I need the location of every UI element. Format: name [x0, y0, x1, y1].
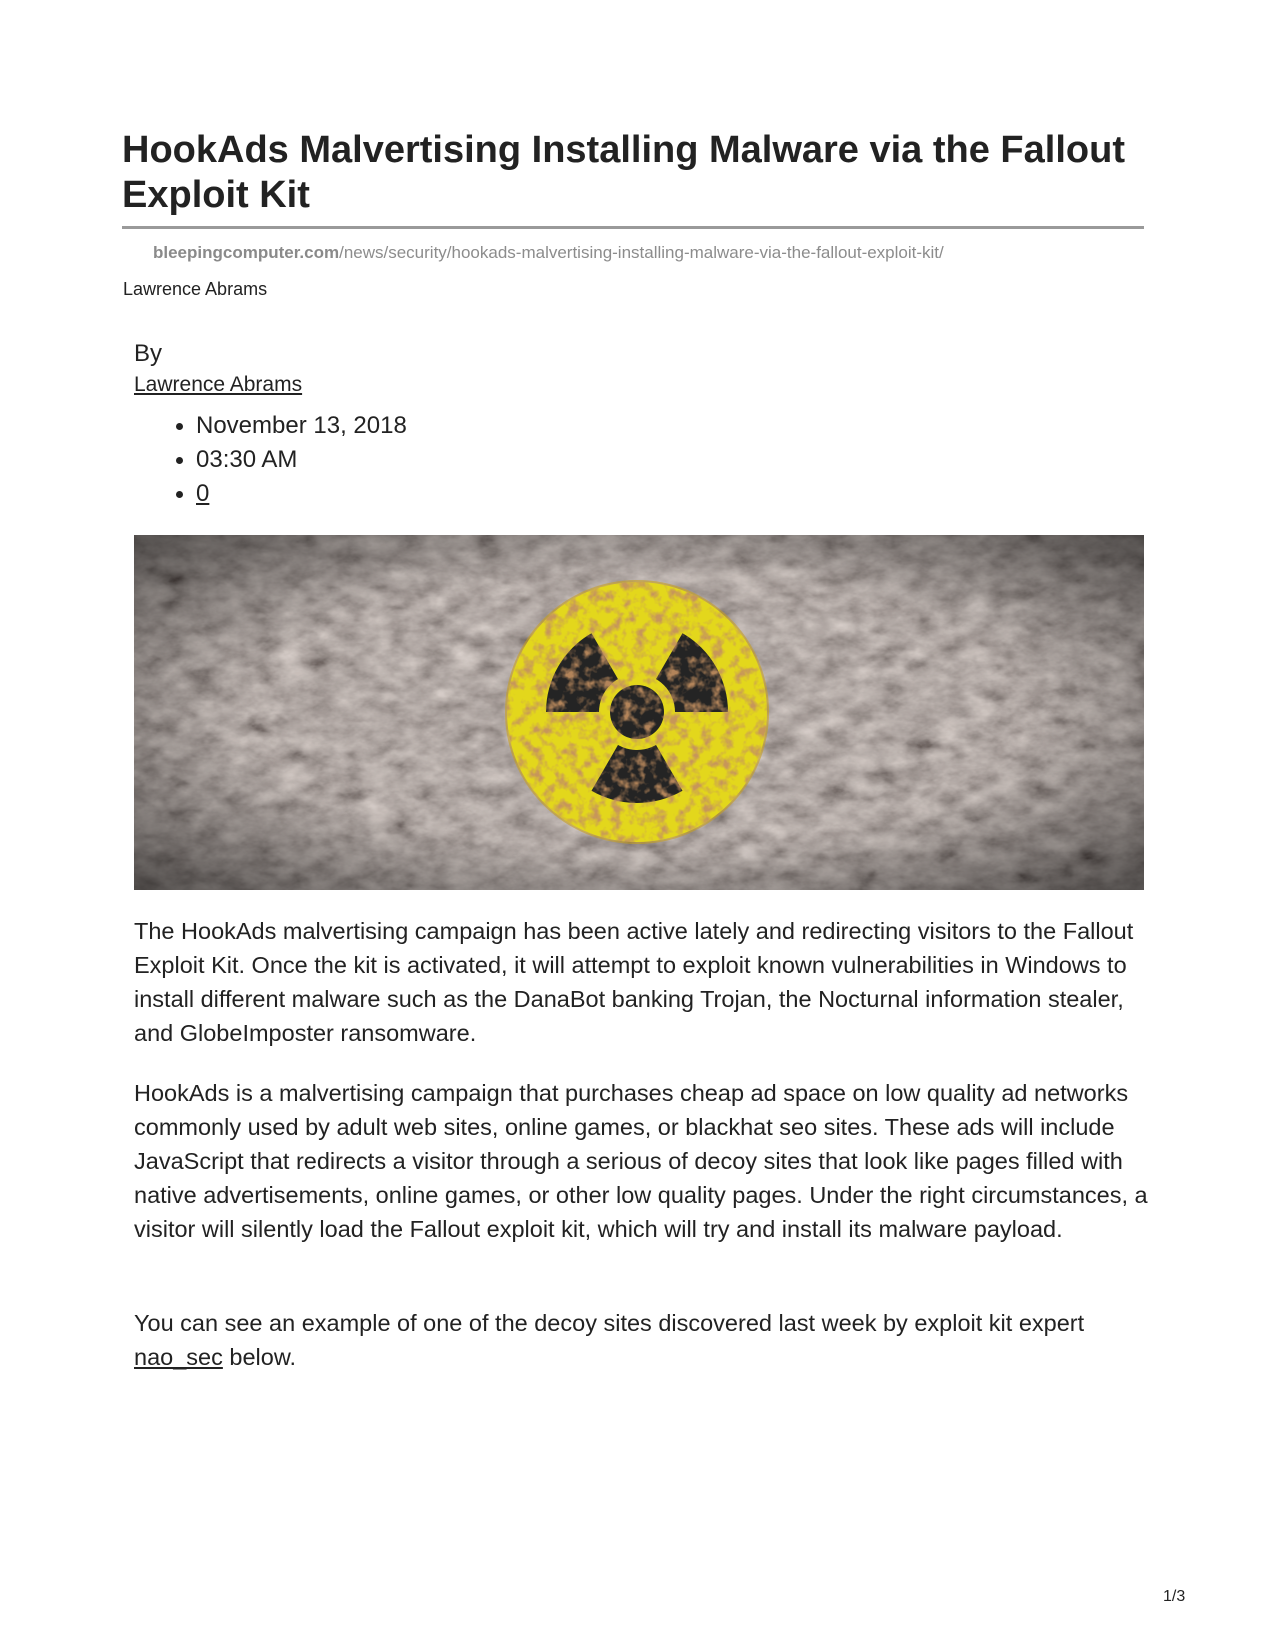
- byline-label: By: [134, 340, 163, 367]
- page-title: HookAds Malvertising Installing Malware via the Fallout Exploit Kit: [122, 129, 1125, 216]
- radiation-hazard-icon: [134, 535, 1144, 890]
- meta-time: [134, 443, 407, 477]
- bullet-icon: [176, 457, 183, 464]
- meta-time-text: 03:30 AM: [196, 446, 298, 473]
- author-header: Lawrence Abrams: [123, 279, 268, 299]
- page-number: 1/3: [1163, 1588, 1186, 1605]
- meta-comments: [134, 477, 407, 511]
- title-divider: [122, 226, 1144, 229]
- source-domain: bleepingcomputer.com: [153, 243, 340, 262]
- meta-date: [134, 409, 407, 443]
- bullet-icon: [176, 423, 183, 430]
- byline-author-link[interactable]: Lawrence Abrams: [134, 373, 303, 396]
- paragraph-2: HookAds is a malvertising campaign that purchases cheap ad space on low quality ad networks commonly used by adult web sites, online games, or blackhat seo sites. These ads will include JavaScript that redirects a visitor through a serious of decoy sites that look like pages filled with native advertisements, online games, or other low quality pages. Under the right circumstances, a visitor will silently load the Fallout exploit kit, which will try and install its malware payload.: [134, 1080, 1148, 1242]
- article-meta-list: [134, 409, 407, 511]
- source-path: /news/security/hookads-malvertising-installing-malware-via-the-fallout-exploit-kit/: [339, 243, 944, 262]
- meta-date-text: November 13, 2018: [196, 412, 407, 439]
- hero-image: [134, 535, 1144, 890]
- source-url[interactable]: [153, 242, 944, 264]
- paragraph-3-text-end: below.: [222, 1344, 297, 1370]
- paragraph-3: [134, 1306, 1149, 1374]
- comments-count-link[interactable]: 0: [196, 480, 210, 507]
- paragraph-3-text-start: You can see an example of one of the decoy sites discovered last week by exploit kit expert: [134, 1310, 1085, 1336]
- nao-sec-link[interactable]: nao_sec: [134, 1344, 223, 1370]
- radiation-symbol: [505, 580, 769, 844]
- paragraph-1: The HookAds malvertising campaign has been active lately and redirecting visitors to the Fallout Exploit Kit. Once the kit is activated, it will attempt to exploit known vulnerabilities in Windows to install different malware such as the DanaBot banking Trojan, the Nocturnal information stealer, and GlobeImposter ransomware.: [134, 918, 1134, 1046]
- bullet-icon: [176, 491, 183, 498]
